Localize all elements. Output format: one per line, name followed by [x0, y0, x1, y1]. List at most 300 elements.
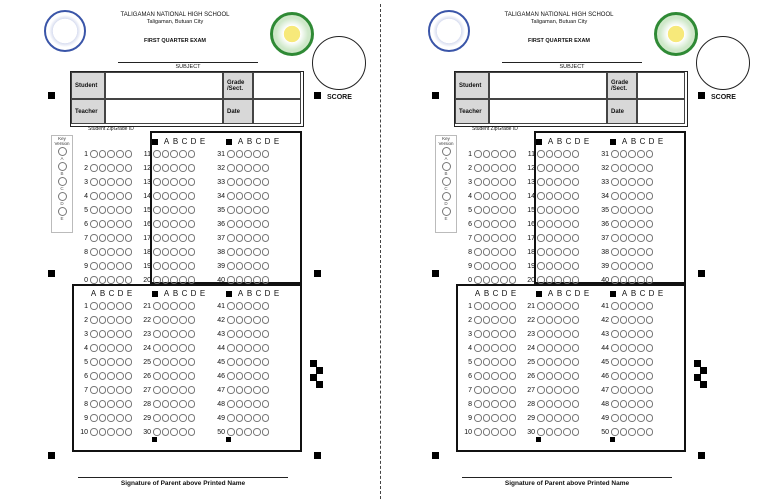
answer-bubble[interactable]	[107, 192, 115, 200]
answer-bubble[interactable]	[537, 276, 545, 284]
answer-bubble[interactable]	[253, 164, 261, 172]
answer-bubble[interactable]	[227, 164, 235, 172]
answer-bubble[interactable]	[162, 234, 170, 242]
answer-bubble[interactable]	[153, 414, 161, 422]
answer-bubble[interactable]	[637, 192, 645, 200]
answer-bubble[interactable]	[125, 400, 133, 408]
answer-bubble[interactable]	[474, 386, 482, 394]
answer-bubble[interactable]	[170, 372, 178, 380]
answer-bubble[interactable]	[637, 164, 645, 172]
answer-bubble[interactable]	[537, 150, 545, 158]
answer-bubble[interactable]	[563, 358, 571, 366]
answer-bubble[interactable]	[99, 248, 107, 256]
answer-bubble[interactable]	[546, 192, 554, 200]
answer-bubble[interactable]	[546, 330, 554, 338]
answer-bubble[interactable]	[509, 206, 517, 214]
answer-bubble[interactable]	[537, 302, 545, 310]
answer-bubble[interactable]	[637, 316, 645, 324]
answer-bubble[interactable]	[563, 220, 571, 228]
answer-bubble[interactable]	[491, 386, 499, 394]
answer-bubble[interactable]	[125, 206, 133, 214]
answer-bubble[interactable]	[153, 220, 161, 228]
answer-bubble[interactable]	[179, 206, 187, 214]
answer-bubble[interactable]	[262, 150, 270, 158]
answer-bubble[interactable]	[474, 344, 482, 352]
answer-bubble[interactable]	[554, 178, 562, 186]
answer-bubble[interactable]	[227, 428, 235, 436]
key-version-bubble[interactable]	[442, 147, 451, 156]
answer-bubble[interactable]	[554, 302, 562, 310]
answer-bubble[interactable]	[244, 220, 252, 228]
answer-bubble[interactable]	[474, 234, 482, 242]
answer-bubble[interactable]	[637, 276, 645, 284]
answer-bubble[interactable]	[474, 220, 482, 228]
answer-bubble[interactable]	[116, 316, 124, 324]
answer-bubble[interactable]	[170, 178, 178, 186]
answer-bubble[interactable]	[116, 330, 124, 338]
answer-bubble[interactable]	[90, 164, 98, 172]
answer-bubble[interactable]	[483, 276, 491, 284]
answer-bubble[interactable]	[628, 414, 636, 422]
answer-bubble[interactable]	[474, 262, 482, 270]
answer-bubble[interactable]	[244, 428, 252, 436]
answer-bubble[interactable]	[188, 372, 196, 380]
answer-bubble[interactable]	[491, 414, 499, 422]
answer-bubble[interactable]	[253, 414, 261, 422]
answer-bubble[interactable]	[253, 302, 261, 310]
answer-bubble[interactable]	[107, 372, 115, 380]
answer-bubble[interactable]	[162, 276, 170, 284]
answer-bubble[interactable]	[125, 302, 133, 310]
answer-bubble[interactable]	[90, 206, 98, 214]
answer-bubble[interactable]	[188, 192, 196, 200]
answer-bubble[interactable]	[491, 192, 499, 200]
answer-bubble[interactable]	[620, 178, 628, 186]
answer-bubble[interactable]	[537, 330, 545, 338]
answer-bubble[interactable]	[611, 414, 619, 422]
key-version-bubble[interactable]	[442, 192, 451, 201]
answer-bubble[interactable]	[99, 276, 107, 284]
answer-bubble[interactable]	[125, 358, 133, 366]
answer-bubble[interactable]	[107, 358, 115, 366]
answer-bubble[interactable]	[179, 150, 187, 158]
answer-bubble[interactable]	[537, 386, 545, 394]
answer-bubble[interactable]	[262, 164, 270, 172]
answer-bubble[interactable]	[90, 248, 98, 256]
answer-bubble[interactable]	[162, 178, 170, 186]
answer-bubble[interactable]	[90, 330, 98, 338]
answer-bubble[interactable]	[628, 220, 636, 228]
answer-bubble[interactable]	[546, 358, 554, 366]
answer-bubble[interactable]	[491, 372, 499, 380]
answer-bubble[interactable]	[99, 262, 107, 270]
answer-bubble[interactable]	[125, 330, 133, 338]
answer-bubble[interactable]	[153, 428, 161, 436]
answer-bubble[interactable]	[90, 400, 98, 408]
answer-bubble[interactable]	[500, 164, 508, 172]
answer-bubble[interactable]	[646, 400, 654, 408]
answer-bubble[interactable]	[227, 262, 235, 270]
answer-bubble[interactable]	[572, 234, 580, 242]
answer-bubble[interactable]	[179, 248, 187, 256]
answer-bubble[interactable]	[253, 220, 261, 228]
answer-bubble[interactable]	[153, 178, 161, 186]
answer-bubble[interactable]	[125, 248, 133, 256]
answer-bubble[interactable]	[125, 234, 133, 242]
answer-bubble[interactable]	[628, 164, 636, 172]
answer-bubble[interactable]	[170, 358, 178, 366]
answer-bubble[interactable]	[107, 262, 115, 270]
answer-bubble[interactable]	[262, 386, 270, 394]
answer-bubble[interactable]	[611, 150, 619, 158]
answer-bubble[interactable]	[500, 248, 508, 256]
answer-bubble[interactable]	[554, 192, 562, 200]
answer-bubble[interactable]	[188, 302, 196, 310]
answer-bubble[interactable]	[546, 372, 554, 380]
answer-bubble[interactable]	[628, 316, 636, 324]
answer-bubble[interactable]	[483, 220, 491, 228]
answer-bubble[interactable]	[554, 400, 562, 408]
answer-bubble[interactable]	[262, 330, 270, 338]
answer-bubble[interactable]	[244, 414, 252, 422]
answer-bubble[interactable]	[236, 414, 244, 422]
answer-bubble[interactable]	[179, 428, 187, 436]
subject-field[interactable]	[118, 62, 258, 63]
answer-bubble[interactable]	[537, 400, 545, 408]
answer-bubble[interactable]	[227, 150, 235, 158]
answer-bubble[interactable]	[554, 220, 562, 228]
answer-bubble[interactable]	[563, 178, 571, 186]
answer-bubble[interactable]	[509, 164, 517, 172]
answer-bubble[interactable]	[500, 316, 508, 324]
answer-bubble[interactable]	[500, 150, 508, 158]
answer-bubble[interactable]	[620, 192, 628, 200]
answer-bubble[interactable]	[162, 192, 170, 200]
answer-bubble[interactable]	[554, 150, 562, 158]
answer-bubble[interactable]	[563, 316, 571, 324]
answer-bubble[interactable]	[188, 414, 196, 422]
answer-bubble[interactable]	[572, 150, 580, 158]
answer-bubble[interactable]	[107, 330, 115, 338]
answer-bubble[interactable]	[572, 164, 580, 172]
answer-bubble[interactable]	[125, 220, 133, 228]
answer-bubble[interactable]	[483, 178, 491, 186]
answer-bubble[interactable]	[572, 220, 580, 228]
answer-bubble[interactable]	[554, 330, 562, 338]
answer-bubble[interactable]	[628, 192, 636, 200]
answer-bubble[interactable]	[491, 262, 499, 270]
answer-bubble[interactable]	[509, 150, 517, 158]
answer-bubble[interactable]	[179, 372, 187, 380]
answer-bubble[interactable]	[474, 428, 482, 436]
answer-bubble[interactable]	[546, 150, 554, 158]
answer-bubble[interactable]	[637, 234, 645, 242]
answer-bubble[interactable]	[491, 206, 499, 214]
answer-bubble[interactable]	[572, 414, 580, 422]
grade-field[interactable]	[637, 72, 685, 99]
answer-bubble[interactable]	[483, 428, 491, 436]
answer-bubble[interactable]	[116, 220, 124, 228]
answer-bubble[interactable]	[628, 386, 636, 394]
answer-bubble[interactable]	[236, 344, 244, 352]
answer-bubble[interactable]	[179, 344, 187, 352]
answer-bubble[interactable]	[563, 150, 571, 158]
answer-bubble[interactable]	[253, 178, 261, 186]
answer-bubble[interactable]	[236, 302, 244, 310]
answer-bubble[interactable]	[572, 372, 580, 380]
answer-bubble[interactable]	[99, 164, 107, 172]
answer-bubble[interactable]	[227, 206, 235, 214]
answer-bubble[interactable]	[179, 192, 187, 200]
answer-bubble[interactable]	[170, 234, 178, 242]
answer-bubble[interactable]	[546, 428, 554, 436]
answer-bubble[interactable]	[153, 234, 161, 242]
answer-bubble[interactable]	[537, 316, 545, 324]
answer-bubble[interactable]	[99, 302, 107, 310]
answer-bubble[interactable]	[179, 276, 187, 284]
answer-bubble[interactable]	[107, 428, 115, 436]
answer-bubble[interactable]	[646, 192, 654, 200]
answer-bubble[interactable]	[188, 330, 196, 338]
answer-bubble[interactable]	[491, 220, 499, 228]
answer-bubble[interactable]	[628, 344, 636, 352]
answer-bubble[interactable]	[244, 206, 252, 214]
answer-bubble[interactable]	[125, 344, 133, 352]
answer-bubble[interactable]	[500, 276, 508, 284]
answer-bubble[interactable]	[253, 372, 261, 380]
answer-bubble[interactable]	[179, 220, 187, 228]
answer-bubble[interactable]	[474, 178, 482, 186]
answer-bubble[interactable]	[153, 358, 161, 366]
answer-bubble[interactable]	[125, 262, 133, 270]
answer-bubble[interactable]	[170, 248, 178, 256]
answer-bubble[interactable]	[170, 302, 178, 310]
answer-bubble[interactable]	[491, 150, 499, 158]
answer-bubble[interactable]	[244, 302, 252, 310]
answer-bubble[interactable]	[474, 330, 482, 338]
score-circle[interactable]	[312, 36, 366, 90]
answer-bubble[interactable]	[179, 414, 187, 422]
answer-bubble[interactable]	[620, 414, 628, 422]
answer-bubble[interactable]	[116, 276, 124, 284]
key-version-bubble[interactable]	[442, 162, 451, 171]
answer-bubble[interactable]	[563, 302, 571, 310]
answer-bubble[interactable]	[563, 192, 571, 200]
score-circle[interactable]	[696, 36, 750, 90]
answer-bubble[interactable]	[188, 178, 196, 186]
answer-bubble[interactable]	[125, 164, 133, 172]
answer-bubble[interactable]	[170, 428, 178, 436]
answer-bubble[interactable]	[537, 262, 545, 270]
answer-bubble[interactable]	[90, 302, 98, 310]
answer-bubble[interactable]	[474, 414, 482, 422]
answer-bubble[interactable]	[628, 262, 636, 270]
answer-bubble[interactable]	[474, 358, 482, 366]
answer-bubble[interactable]	[262, 248, 270, 256]
answer-bubble[interactable]	[546, 178, 554, 186]
key-version-bubble[interactable]	[58, 147, 67, 156]
answer-bubble[interactable]	[188, 248, 196, 256]
answer-bubble[interactable]	[483, 414, 491, 422]
answer-bubble[interactable]	[628, 372, 636, 380]
answer-bubble[interactable]	[546, 386, 554, 394]
answer-bubble[interactable]	[509, 220, 517, 228]
answer-bubble[interactable]	[620, 220, 628, 228]
answer-bubble[interactable]	[116, 302, 124, 310]
answer-bubble[interactable]	[646, 428, 654, 436]
answer-bubble[interactable]	[116, 192, 124, 200]
answer-bubble[interactable]	[563, 164, 571, 172]
answer-bubble[interactable]	[244, 386, 252, 394]
answer-bubble[interactable]	[107, 220, 115, 228]
answer-bubble[interactable]	[262, 234, 270, 242]
answer-bubble[interactable]	[563, 276, 571, 284]
answer-bubble[interactable]	[546, 206, 554, 214]
answer-bubble[interactable]	[153, 150, 161, 158]
answer-bubble[interactable]	[500, 386, 508, 394]
answer-bubble[interactable]	[107, 276, 115, 284]
answer-bubble[interactable]	[188, 234, 196, 242]
answer-bubble[interactable]	[99, 358, 107, 366]
answer-bubble[interactable]	[262, 276, 270, 284]
answer-bubble[interactable]	[179, 330, 187, 338]
answer-bubble[interactable]	[99, 386, 107, 394]
answer-bubble[interactable]	[99, 220, 107, 228]
answer-bubble[interactable]	[554, 386, 562, 394]
answer-bubble[interactable]	[509, 192, 517, 200]
answer-bubble[interactable]	[90, 414, 98, 422]
answer-bubble[interactable]	[107, 206, 115, 214]
answer-bubble[interactable]	[509, 372, 517, 380]
answer-bubble[interactable]	[99, 344, 107, 352]
answer-bubble[interactable]	[483, 164, 491, 172]
answer-bubble[interactable]	[620, 276, 628, 284]
answer-bubble[interactable]	[546, 234, 554, 242]
answer-bubble[interactable]	[262, 192, 270, 200]
answer-bubble[interactable]	[563, 344, 571, 352]
answer-bubble[interactable]	[563, 234, 571, 242]
answer-bubble[interactable]	[637, 400, 645, 408]
answer-bubble[interactable]	[153, 316, 161, 324]
answer-bubble[interactable]	[244, 400, 252, 408]
answer-bubble[interactable]	[99, 150, 107, 158]
answer-bubble[interactable]	[90, 234, 98, 242]
answer-bubble[interactable]	[554, 316, 562, 324]
answer-bubble[interactable]	[646, 164, 654, 172]
answer-bubble[interactable]	[227, 220, 235, 228]
answer-bubble[interactable]	[611, 386, 619, 394]
answer-bubble[interactable]	[620, 386, 628, 394]
answer-bubble[interactable]	[162, 302, 170, 310]
answer-bubble[interactable]	[153, 206, 161, 214]
answer-bubble[interactable]	[646, 344, 654, 352]
answer-bubble[interactable]	[236, 192, 244, 200]
answer-bubble[interactable]	[500, 178, 508, 186]
key-version-bubble[interactable]	[58, 162, 67, 171]
answer-bubble[interactable]	[509, 234, 517, 242]
answer-bubble[interactable]	[474, 276, 482, 284]
answer-bubble[interactable]	[572, 316, 580, 324]
answer-bubble[interactable]	[262, 220, 270, 228]
answer-bubble[interactable]	[546, 316, 554, 324]
answer-bubble[interactable]	[125, 386, 133, 394]
answer-bubble[interactable]	[637, 262, 645, 270]
answer-bubble[interactable]	[262, 206, 270, 214]
answer-bubble[interactable]	[107, 178, 115, 186]
answer-bubble[interactable]	[572, 386, 580, 394]
answer-bubble[interactable]	[188, 206, 196, 214]
answer-bubble[interactable]	[646, 220, 654, 228]
answer-bubble[interactable]	[572, 276, 580, 284]
answer-bubble[interactable]	[170, 344, 178, 352]
answer-bubble[interactable]	[188, 150, 196, 158]
answer-bubble[interactable]	[162, 316, 170, 324]
answer-bubble[interactable]	[99, 330, 107, 338]
answer-bubble[interactable]	[262, 358, 270, 366]
answer-bubble[interactable]	[244, 372, 252, 380]
answer-bubble[interactable]	[491, 330, 499, 338]
answer-bubble[interactable]	[509, 302, 517, 310]
answer-bubble[interactable]	[116, 372, 124, 380]
answer-bubble[interactable]	[483, 234, 491, 242]
answer-bubble[interactable]	[253, 248, 261, 256]
answer-bubble[interactable]	[483, 248, 491, 256]
answer-bubble[interactable]	[628, 206, 636, 214]
answer-bubble[interactable]	[227, 192, 235, 200]
answer-bubble[interactable]	[491, 234, 499, 242]
answer-bubble[interactable]	[236, 316, 244, 324]
answer-bubble[interactable]	[509, 428, 517, 436]
answer-bubble[interactable]	[153, 302, 161, 310]
answer-bubble[interactable]	[483, 330, 491, 338]
answer-bubble[interactable]	[162, 344, 170, 352]
answer-bubble[interactable]	[90, 150, 98, 158]
answer-bubble[interactable]	[116, 344, 124, 352]
answer-bubble[interactable]	[537, 234, 545, 242]
answer-bubble[interactable]	[179, 358, 187, 366]
answer-bubble[interactable]	[491, 316, 499, 324]
answer-bubble[interactable]	[262, 262, 270, 270]
answer-bubble[interactable]	[107, 386, 115, 394]
answer-bubble[interactable]	[611, 344, 619, 352]
answer-bubble[interactable]	[537, 164, 545, 172]
key-version-bubble[interactable]	[442, 207, 451, 216]
answer-bubble[interactable]	[179, 178, 187, 186]
answer-bubble[interactable]	[99, 178, 107, 186]
answer-bubble[interactable]	[262, 344, 270, 352]
answer-bubble[interactable]	[554, 276, 562, 284]
answer-bubble[interactable]	[500, 234, 508, 242]
answer-bubble[interactable]	[236, 206, 244, 214]
answer-bubble[interactable]	[611, 428, 619, 436]
student-field[interactable]	[489, 72, 607, 99]
answer-bubble[interactable]	[628, 248, 636, 256]
answer-bubble[interactable]	[227, 330, 235, 338]
answer-bubble[interactable]	[227, 178, 235, 186]
answer-bubble[interactable]	[236, 330, 244, 338]
answer-bubble[interactable]	[90, 262, 98, 270]
answer-bubble[interactable]	[554, 206, 562, 214]
answer-bubble[interactable]	[483, 150, 491, 158]
answer-bubble[interactable]	[107, 316, 115, 324]
answer-bubble[interactable]	[554, 248, 562, 256]
answer-bubble[interactable]	[611, 400, 619, 408]
answer-bubble[interactable]	[236, 372, 244, 380]
answer-bubble[interactable]	[162, 248, 170, 256]
answer-bubble[interactable]	[611, 192, 619, 200]
answer-bubble[interactable]	[179, 164, 187, 172]
answer-bubble[interactable]	[563, 262, 571, 270]
